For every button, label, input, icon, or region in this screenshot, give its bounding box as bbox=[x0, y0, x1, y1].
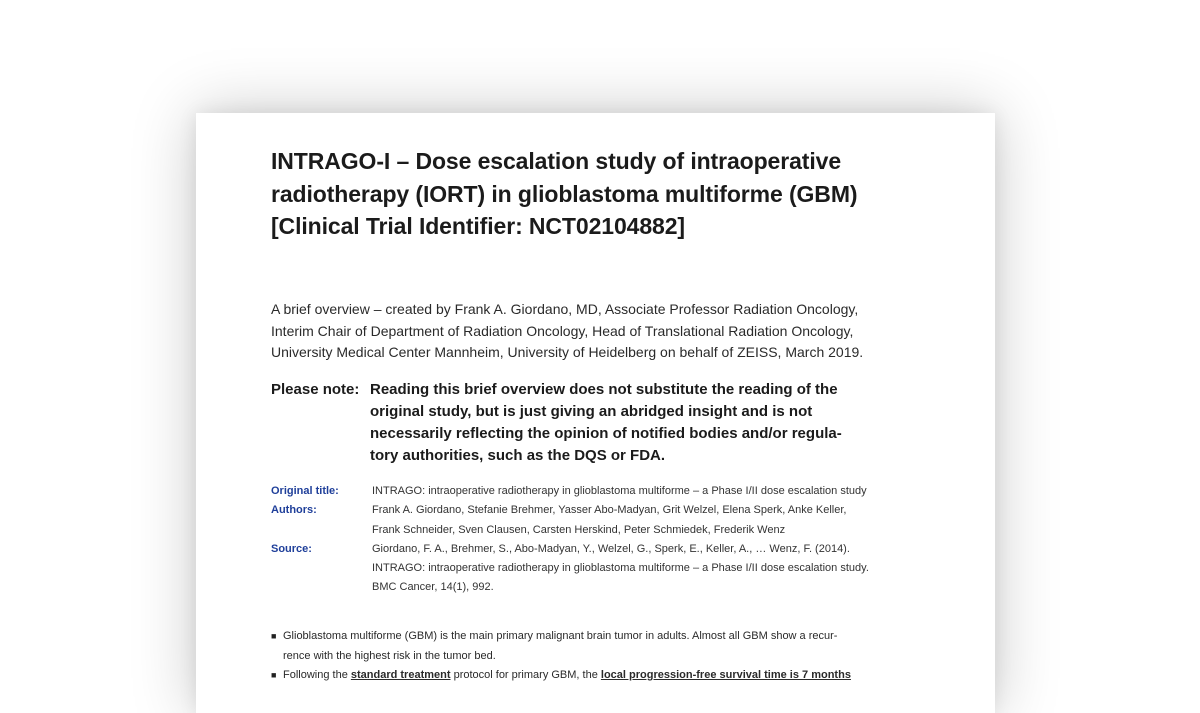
source-line: BMC Cancer, 14(1), 992. bbox=[372, 581, 494, 594]
emphasis-standard-treatment: standard treatment bbox=[350, 669, 451, 681]
emphasis-progression-free-survival: local progression-free survival time is 7 months bbox=[600, 669, 851, 681]
square-bullet-icon: ■ bbox=[271, 631, 277, 641]
original-title-row bbox=[271, 482, 911, 501]
authors-label: Authors: bbox=[271, 504, 317, 517]
document-title bbox=[271, 145, 911, 243]
note-line: original study, but is just giving an abridged insight and is not bbox=[370, 403, 813, 420]
authors-row bbox=[271, 501, 911, 540]
overview-line: Interim Chair of Department of Radiation Oncology, Head of Translational Radiation Oncology, bbox=[271, 322, 854, 339]
bullet-list bbox=[271, 627, 911, 686]
note-text bbox=[370, 379, 890, 467]
authors-line: Frank A. Giordano, Stefanie Brehmer, Yasser Abo-Madyan, Grit Welzel, Elena Sperk, Anke Keller, bbox=[372, 504, 847, 517]
original-title-label: Original title: bbox=[271, 485, 339, 497]
source-line: Giordano, F. A., Brehmer, S., Abo-Madyan, Y., Welzel, G., Sperk, E., Keller, A., … Wenz, F. (2014). bbox=[372, 542, 850, 555]
note-line: tory authorities, such as the DQS or FDA. bbox=[370, 447, 666, 464]
note-line: necessarily reflecting the opinion of notified bodies and/or regula- bbox=[370, 425, 842, 442]
list-item-line: Glioblastoma multiforme (GBM) is the main primary malignant brain tumor in adults. Almost all GBM show a recur- bbox=[283, 630, 838, 642]
note-line: Reading this brief overview does not substitute the reading of the bbox=[370, 381, 838, 398]
list-item-text-part: protocol for primary GBM, the bbox=[450, 669, 601, 681]
note-label: Please note: bbox=[271, 381, 360, 398]
title-line: radiotherapy (IORT) in glioblastoma multiforme (GBM) bbox=[271, 180, 858, 207]
list-item bbox=[271, 627, 911, 666]
overview-paragraph bbox=[271, 299, 911, 364]
source-value bbox=[372, 540, 902, 598]
title-line: [Clinical Trial Identifier: NCT02104882] bbox=[271, 213, 685, 239]
list-item-line: rence with the highest risk in the tumor bed. bbox=[283, 649, 496, 662]
please-note bbox=[271, 379, 911, 467]
source-row bbox=[271, 540, 911, 598]
document-page bbox=[196, 113, 995, 713]
list-item-text-part: Following the bbox=[283, 669, 351, 681]
authors-value bbox=[372, 501, 902, 540]
list-item bbox=[271, 666, 911, 686]
overview-line: University Medical Center Mannheim, University of Heidelberg on behalf of ZEISS, March 2019. bbox=[271, 344, 864, 360]
original-title-value: INTRAGO: intraoperative radiotherapy in glioblastoma multiforme – a Phase I/II dose escalation study bbox=[372, 485, 867, 497]
title-line: INTRAGO-I – Dose escalation study of intraoperative bbox=[271, 148, 842, 174]
square-bullet-icon: ■ bbox=[271, 670, 277, 680]
source-label: Source: bbox=[271, 542, 312, 555]
list-item-text bbox=[283, 627, 893, 666]
source-line: INTRAGO: intraoperative radiotherapy in glioblastoma multiforme – a Phase I/II dose escalation study. bbox=[372, 562, 869, 575]
authors-line: Frank Schneider, Sven Clausen, Carsten Herskind, Peter Schmiedek, Frederik Wenz bbox=[372, 523, 786, 536]
list-item-text bbox=[283, 666, 893, 686]
study-metadata bbox=[271, 482, 911, 598]
overview-line: A brief overview – created by Frank A. Giordano, MD, Associate Professor Radiation Oncology, bbox=[271, 301, 859, 317]
